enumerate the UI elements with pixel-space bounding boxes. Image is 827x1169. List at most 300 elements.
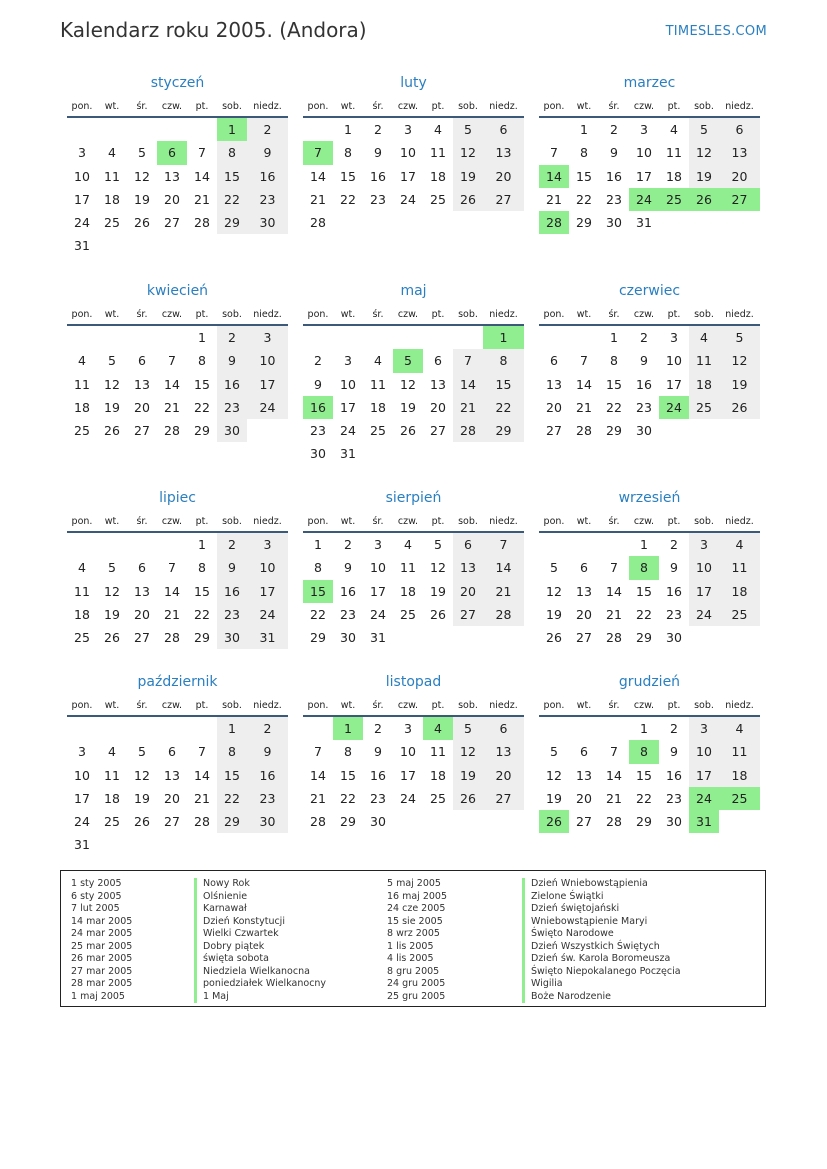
day-cell: 12 xyxy=(546,767,562,783)
day-cell: 26 xyxy=(134,215,150,231)
empty-day-cell xyxy=(423,442,453,465)
day-cell: 18 xyxy=(430,767,446,783)
empty-day-cell xyxy=(393,326,423,349)
week-row xyxy=(67,626,288,649)
month-block xyxy=(539,278,760,442)
day-cell: 4 xyxy=(689,326,719,349)
day-cell: 15 xyxy=(606,376,622,392)
day-cell: 27 xyxy=(576,814,592,830)
week-row xyxy=(539,740,760,763)
day-cell: 17 xyxy=(400,767,416,783)
weekday-label: sob. xyxy=(222,515,242,527)
weekday-label: niedz. xyxy=(253,100,282,112)
day-cell: 17 xyxy=(340,399,356,415)
day-cell: 8 xyxy=(198,353,206,369)
day-cell: 14 xyxy=(310,168,326,184)
weekday-label: niedz. xyxy=(253,515,282,527)
day-cell: 20 xyxy=(430,399,446,415)
day-cell: 12 xyxy=(453,740,483,763)
empty-day-cell xyxy=(539,118,569,141)
weekday-label: czw. xyxy=(397,100,419,112)
week-row xyxy=(303,533,524,556)
week-row xyxy=(303,419,524,442)
day-cell: 18 xyxy=(104,790,120,806)
day-cell: 21 xyxy=(194,191,210,207)
day-cell: 6 xyxy=(719,118,760,141)
day-cell: 22 xyxy=(340,790,356,806)
empty-day-cell xyxy=(393,211,423,234)
weekday-label: pt. xyxy=(667,515,681,527)
empty-day-cell xyxy=(187,717,217,740)
day-cell: 7 xyxy=(198,744,206,760)
day-cell: 26 xyxy=(134,814,150,830)
month-name: grudzień xyxy=(618,674,681,690)
day-cell: 23 xyxy=(217,396,247,419)
day-cell: 24 xyxy=(400,191,416,207)
day-cell: 9 xyxy=(640,353,648,369)
weekday-label: niedz. xyxy=(725,699,754,711)
day-cell: 6 xyxy=(580,560,588,576)
empty-day-cell xyxy=(97,533,127,556)
empty-day-cell xyxy=(363,326,393,349)
day-cell: 22 xyxy=(340,191,356,207)
weekday-label: sob. xyxy=(694,515,714,527)
weekday-header xyxy=(303,511,524,533)
day-cell: 19 xyxy=(453,165,483,188)
day-cell: 29 xyxy=(636,630,652,646)
day-cell: 27 xyxy=(164,814,180,830)
day-cell: 22 xyxy=(606,399,622,415)
day-cell: 23 xyxy=(340,606,356,622)
day-cell: 24 xyxy=(340,423,356,439)
week-row xyxy=(539,787,760,810)
legend-holiday-name: Wigilia xyxy=(522,978,681,991)
day-cell: 8 xyxy=(483,349,524,372)
day-cell: 31 xyxy=(340,446,356,462)
day-cell: 15 xyxy=(576,168,592,184)
day-cell: 18 xyxy=(74,399,90,415)
empty-day-cell xyxy=(539,326,569,349)
day-cell: 2 xyxy=(640,330,648,345)
week-row xyxy=(539,396,760,419)
day-cell: 20 xyxy=(164,191,180,207)
day-cell: 14 xyxy=(164,376,180,392)
day-cell: 16 xyxy=(666,583,682,599)
week-row xyxy=(67,165,288,188)
holiday-day-cell: 4 xyxy=(423,717,453,740)
empty-day-cell xyxy=(247,833,288,856)
day-cell: 17 xyxy=(636,168,652,184)
empty-day-cell xyxy=(187,234,217,257)
weekday-label: niedz. xyxy=(725,515,754,527)
day-cell: 16 xyxy=(217,373,247,396)
day-cell: 17 xyxy=(247,580,288,603)
day-cell: 10 xyxy=(666,353,682,369)
empty-day-cell xyxy=(97,118,127,141)
legend-holiday-date: 8 gru 2005 xyxy=(387,965,440,977)
day-cell: 31 xyxy=(636,215,652,231)
weekday-header xyxy=(539,304,760,326)
day-cell: 13 xyxy=(164,767,180,783)
weekday-header xyxy=(539,511,760,533)
month-name: marzec xyxy=(623,75,676,91)
day-cell: 1 xyxy=(640,721,648,736)
day-cell: 11 xyxy=(719,556,760,579)
day-cell: 7 xyxy=(198,145,206,161)
empty-day-cell xyxy=(67,533,97,556)
day-cell: 27 xyxy=(430,423,446,439)
empty-day-cell xyxy=(127,533,157,556)
day-cell: 30 xyxy=(310,446,326,462)
month-block xyxy=(539,669,760,833)
day-cell: 20 xyxy=(453,580,483,603)
weekday-label: śr. xyxy=(136,699,148,711)
month-name: maj xyxy=(400,283,427,299)
day-cell: 25 xyxy=(400,606,416,622)
empty-day-cell xyxy=(719,810,760,833)
day-cell: 25 xyxy=(74,630,90,646)
weekday-header xyxy=(67,695,288,717)
week-row xyxy=(67,787,288,810)
day-cell: 28 xyxy=(310,814,326,830)
weekday-label: czw. xyxy=(161,699,183,711)
week-row xyxy=(67,373,288,396)
empty-day-cell xyxy=(67,118,97,141)
day-cell: 6 xyxy=(138,353,146,369)
day-cell: 12 xyxy=(546,583,562,599)
day-cell: 2 xyxy=(217,533,247,556)
day-cell: 23 xyxy=(666,606,682,622)
day-cell: 19 xyxy=(453,764,483,787)
day-cell: 14 xyxy=(453,373,483,396)
empty-day-cell xyxy=(423,626,453,649)
day-cell: 16 xyxy=(247,165,288,188)
legend-holiday-date: 6 sty 2005 xyxy=(71,890,122,902)
day-cell: 14 xyxy=(310,767,326,783)
day-cell: 3 xyxy=(247,533,288,556)
holiday-day-cell: 28 xyxy=(539,211,569,234)
weekday-label: pt. xyxy=(431,100,445,112)
day-cell: 3 xyxy=(78,744,86,760)
day-cell: 19 xyxy=(400,399,416,415)
empty-day-cell xyxy=(303,326,333,349)
day-cell: 8 xyxy=(217,141,247,164)
day-cell: 26 xyxy=(104,423,120,439)
day-cell: 11 xyxy=(104,168,120,184)
day-cell: 29 xyxy=(194,630,210,646)
weekday-label: czw. xyxy=(633,308,655,320)
day-cell: 4 xyxy=(78,560,86,576)
week-row xyxy=(67,349,288,372)
holiday-day-cell: 16 xyxy=(303,396,333,419)
day-cell: 13 xyxy=(134,376,150,392)
day-cell: 27 xyxy=(483,787,524,810)
weekday-label: wt. xyxy=(576,308,592,320)
holiday-day-cell: 25 xyxy=(719,787,760,810)
day-cell: 29 xyxy=(576,215,592,231)
empty-day-cell xyxy=(689,211,719,234)
day-cell: 31 xyxy=(247,626,288,649)
holiday-legend xyxy=(60,870,766,1007)
day-cell: 9 xyxy=(670,560,678,576)
day-cell: 29 xyxy=(217,211,247,234)
legend-holiday-name: Zielone Świątki xyxy=(522,891,681,904)
legend-holiday-date: 1 lis 2005 xyxy=(387,940,434,952)
day-cell: 4 xyxy=(719,717,760,740)
week-row xyxy=(539,603,760,626)
day-cell: 19 xyxy=(719,373,760,396)
day-cell: 4 xyxy=(719,533,760,556)
weekday-label: sob. xyxy=(458,515,478,527)
day-cell: 11 xyxy=(719,740,760,763)
day-cell: 27 xyxy=(453,603,483,626)
empty-day-cell xyxy=(719,211,760,234)
empty-day-cell xyxy=(393,810,423,833)
empty-day-cell xyxy=(97,234,127,257)
day-cell: 21 xyxy=(453,396,483,419)
day-cell: 28 xyxy=(194,215,210,231)
day-cell: 24 xyxy=(370,606,386,622)
empty-day-cell xyxy=(393,442,423,465)
day-cell: 17 xyxy=(666,376,682,392)
empty-day-cell xyxy=(659,419,689,442)
day-cell: 22 xyxy=(194,399,210,415)
empty-day-cell xyxy=(423,810,453,833)
month-name: październik xyxy=(137,674,218,690)
day-cell: 20 xyxy=(134,606,150,622)
day-cell: 7 xyxy=(168,560,176,576)
weekday-label: wt. xyxy=(340,515,356,527)
day-cell: 13 xyxy=(164,168,180,184)
day-cell: 16 xyxy=(370,168,386,184)
legend-holiday-date: 14 mar 2005 xyxy=(71,915,133,927)
empty-day-cell xyxy=(157,326,187,349)
day-cell: 7 xyxy=(483,533,524,556)
day-cell: 10 xyxy=(340,376,356,392)
day-cell: 19 xyxy=(689,165,719,188)
empty-day-cell xyxy=(719,419,760,442)
weekday-label: niedz. xyxy=(725,308,754,320)
week-row xyxy=(303,603,524,626)
day-cell: 20 xyxy=(576,790,592,806)
weekday-label: sob. xyxy=(694,100,714,112)
day-cell: 18 xyxy=(430,168,446,184)
day-cell: 4 xyxy=(108,744,116,760)
empty-day-cell xyxy=(303,118,333,141)
day-cell: 9 xyxy=(374,145,382,161)
page-title: Kalendarz roku 2005. (Andora) xyxy=(60,18,367,42)
day-cell: 25 xyxy=(370,423,386,439)
week-row xyxy=(67,717,288,740)
day-cell: 13 xyxy=(483,740,524,763)
holiday-day-cell: 25 xyxy=(659,188,689,211)
empty-day-cell xyxy=(539,717,569,740)
empty-day-cell xyxy=(157,533,187,556)
legend-holiday-date: 8 wrz 2005 xyxy=(387,928,440,939)
day-cell: 10 xyxy=(247,349,288,372)
day-cell: 20 xyxy=(134,399,150,415)
day-cell: 28 xyxy=(483,603,524,626)
legend-holiday-name: Wniebowstąpienie Maryi xyxy=(522,916,681,929)
day-cell: 6 xyxy=(138,560,146,576)
week-row xyxy=(67,118,288,141)
legend-holiday-date: 24 cze 2005 xyxy=(387,903,446,914)
weekday-label: pt. xyxy=(431,308,445,320)
day-cell: 3 xyxy=(404,122,412,137)
month-block xyxy=(303,70,524,234)
week-row xyxy=(303,326,524,349)
day-cell: 11 xyxy=(666,145,682,161)
day-cell: 9 xyxy=(247,141,288,164)
weekday-label: niedz. xyxy=(725,100,754,112)
month-name: luty xyxy=(400,75,427,91)
day-cell: 19 xyxy=(430,583,446,599)
empty-day-cell xyxy=(67,717,97,740)
weekday-label: pt. xyxy=(431,515,445,527)
day-cell: 5 xyxy=(550,560,558,576)
site-brand[interactable]: TIMESLES.COM xyxy=(665,24,767,39)
week-row xyxy=(67,810,288,833)
holiday-day-cell: 27 xyxy=(719,188,760,211)
day-cell: 18 xyxy=(666,168,682,184)
day-cell: 30 xyxy=(606,215,622,231)
day-cell: 19 xyxy=(134,191,150,207)
legend-holiday-name: Boże Narodzenie xyxy=(522,991,681,1004)
empty-day-cell xyxy=(217,833,247,856)
day-cell: 17 xyxy=(400,168,416,184)
legend-holiday-date: 4 lis 2005 xyxy=(387,953,434,964)
day-cell: 15 xyxy=(340,767,356,783)
day-cell: 20 xyxy=(164,790,180,806)
empty-day-cell xyxy=(217,234,247,257)
holiday-day-cell: 26 xyxy=(689,188,719,211)
empty-day-cell xyxy=(483,442,524,465)
day-cell: 30 xyxy=(636,423,652,439)
week-row xyxy=(539,141,760,164)
weekday-header xyxy=(67,511,288,533)
month-name: styczeń xyxy=(150,75,205,91)
holiday-day-cell: 8 xyxy=(629,740,659,763)
day-cell: 29 xyxy=(217,810,247,833)
weekday-header xyxy=(303,304,524,326)
empty-day-cell xyxy=(127,833,157,856)
day-cell: 8 xyxy=(198,560,206,576)
empty-day-cell xyxy=(453,626,483,649)
weekday-label: pt. xyxy=(195,308,209,320)
weekday-label: czw. xyxy=(161,100,183,112)
legend-holiday-name: Nowy Rok xyxy=(194,878,326,891)
day-cell: 9 xyxy=(217,556,247,579)
day-cell: 28 xyxy=(606,814,622,830)
day-cell: 31 xyxy=(74,238,90,254)
day-cell: 3 xyxy=(78,145,86,161)
day-cell: 17 xyxy=(74,790,90,806)
day-cell: 7 xyxy=(610,744,618,760)
day-cell: 2 xyxy=(314,353,322,369)
weekday-label: wt. xyxy=(104,308,120,320)
month-block xyxy=(303,278,524,466)
weekday-label: pon. xyxy=(543,308,565,320)
holiday-day-cell: 1 xyxy=(217,118,247,141)
day-cell: 8 xyxy=(344,145,352,161)
week-row xyxy=(539,419,760,442)
weekday-label: śr. xyxy=(372,515,384,527)
legend-holiday-date: 24 gru 2005 xyxy=(387,978,446,989)
day-cell: 21 xyxy=(546,191,562,207)
day-cell: 30 xyxy=(370,814,386,830)
week-row xyxy=(303,626,524,649)
day-cell: 30 xyxy=(247,810,288,833)
empty-day-cell xyxy=(333,211,363,234)
day-cell: 29 xyxy=(636,814,652,830)
day-cell: 10 xyxy=(74,168,90,184)
empty-day-cell xyxy=(187,833,217,856)
day-cell: 24 xyxy=(400,790,416,806)
legend-holiday-name: poniedziałek Wielkanocny xyxy=(194,978,326,991)
week-row xyxy=(303,211,524,234)
week-row xyxy=(303,141,524,164)
day-cell: 21 xyxy=(164,606,180,622)
day-cell: 14 xyxy=(194,767,210,783)
weekday-label: niedz. xyxy=(489,515,518,527)
day-cell: 20 xyxy=(483,165,524,188)
weekday-label: niedz. xyxy=(253,699,282,711)
weekday-label: pon. xyxy=(71,515,93,527)
day-cell: 28 xyxy=(310,215,326,231)
legend-holiday-date: 16 maj 2005 xyxy=(387,890,448,902)
day-cell: 23 xyxy=(636,399,652,415)
weekday-label: czw. xyxy=(397,699,419,711)
week-row xyxy=(303,188,524,211)
day-cell: 12 xyxy=(719,349,760,372)
day-cell: 23 xyxy=(247,787,288,810)
day-cell: 31 xyxy=(74,837,90,853)
empty-day-cell xyxy=(363,211,393,234)
day-cell: 22 xyxy=(636,790,652,806)
day-cell: 30 xyxy=(666,814,682,830)
weekday-label: niedz. xyxy=(489,100,518,112)
legend-names-column-1 xyxy=(194,878,326,1003)
empty-day-cell xyxy=(569,533,599,556)
empty-day-cell xyxy=(453,211,483,234)
day-cell: 13 xyxy=(134,583,150,599)
day-cell: 1 xyxy=(314,537,322,552)
day-cell: 22 xyxy=(217,188,247,211)
day-cell: 14 xyxy=(606,767,622,783)
day-cell: 11 xyxy=(430,145,446,161)
empty-day-cell xyxy=(689,419,719,442)
empty-day-cell xyxy=(483,626,524,649)
day-cell: 11 xyxy=(430,744,446,760)
day-cell: 9 xyxy=(670,744,678,760)
day-cell: 29 xyxy=(483,419,524,442)
week-row xyxy=(303,764,524,787)
day-cell: 21 xyxy=(194,790,210,806)
day-cell: 14 xyxy=(483,556,524,579)
week-row xyxy=(539,533,760,556)
legend-holiday-name: Dobry piątek xyxy=(194,941,326,954)
weekday-label: sob. xyxy=(458,699,478,711)
day-cell: 7 xyxy=(168,353,176,369)
day-cell: 27 xyxy=(576,630,592,646)
holiday-day-cell: 1 xyxy=(483,326,524,349)
week-row xyxy=(67,580,288,603)
empty-day-cell xyxy=(127,326,157,349)
day-cell: 25 xyxy=(104,814,120,830)
day-cell: 26 xyxy=(719,396,760,419)
day-cell: 6 xyxy=(434,353,442,369)
day-cell: 31 xyxy=(370,630,386,646)
